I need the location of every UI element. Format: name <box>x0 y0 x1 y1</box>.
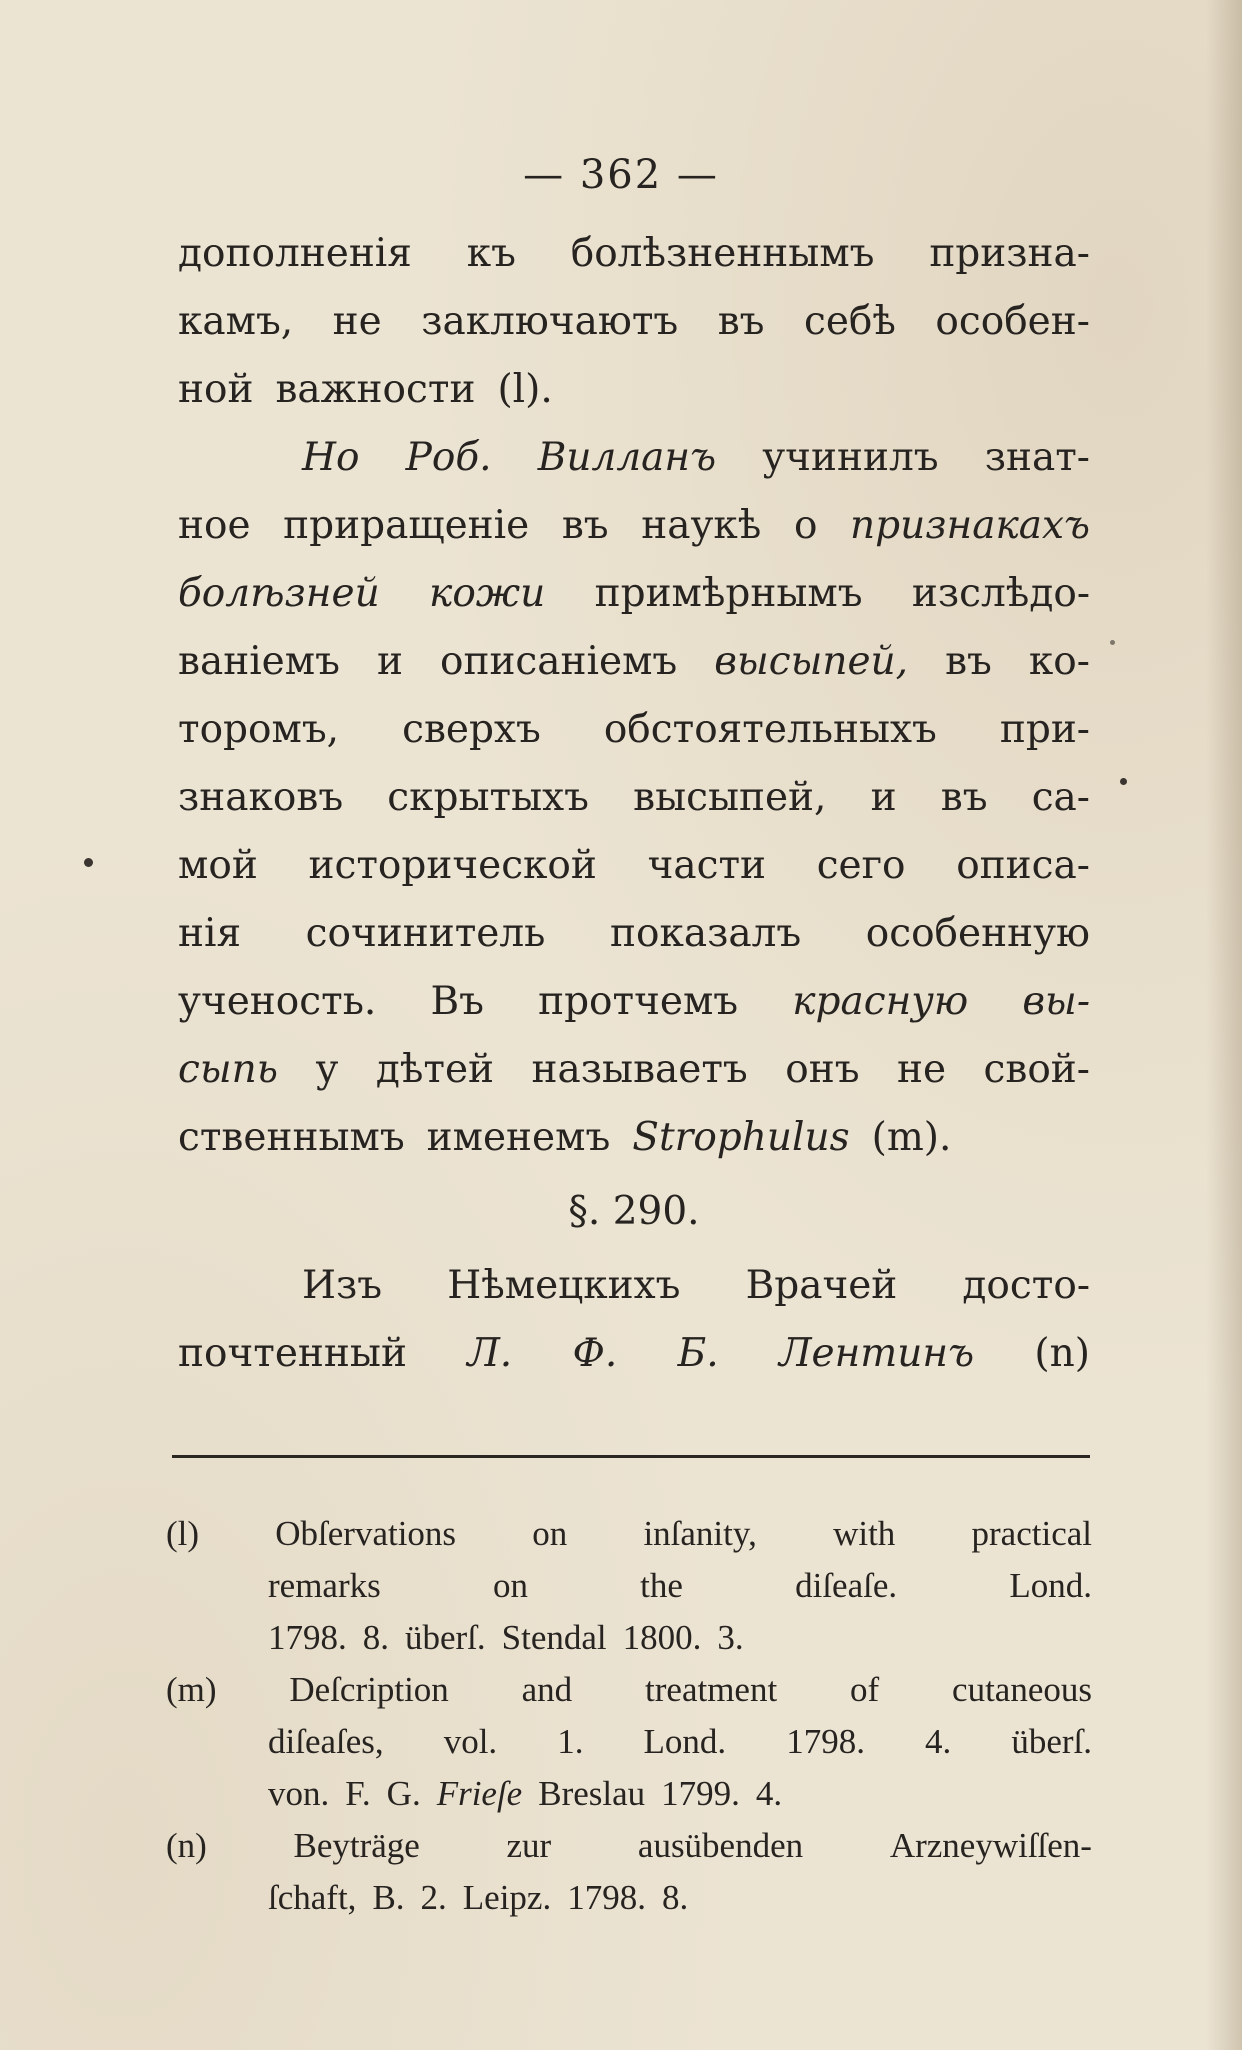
text-line <box>178 220 1090 288</box>
word: 2. <box>420 1878 447 1917</box>
word: не <box>896 1047 947 1092</box>
word: въ <box>945 639 992 684</box>
word: Нѣмецкихъ <box>447 1263 681 1308</box>
word: приращеніе <box>283 503 530 548</box>
word: Beyträge <box>293 1826 420 1865</box>
word: Въ <box>430 979 484 1024</box>
word: вы- <box>1022 979 1090 1024</box>
word: B. <box>372 1878 405 1917</box>
word: ausübenden <box>637 1826 804 1865</box>
word: Врачей <box>745 1263 898 1308</box>
word: Б. <box>677 1331 719 1376</box>
word: къ <box>466 231 516 276</box>
word: не <box>332 299 382 344</box>
text-line <box>178 968 1090 1036</box>
word: Breslau <box>538 1774 646 1813</box>
word: Lond. <box>643 1722 727 1761</box>
word: and <box>521 1670 573 1709</box>
footnote-ref-m: (m). <box>871 1115 952 1160</box>
word: онъ <box>785 1047 860 1092</box>
word: ной <box>178 367 254 412</box>
text-line <box>178 560 1090 628</box>
word: свой- <box>983 1047 1090 1092</box>
word: сверхъ <box>402 707 541 752</box>
footnote-line <box>166 1872 1092 1924</box>
word: on <box>492 1566 528 1605</box>
word: treatment <box>645 1670 778 1709</box>
word: with <box>833 1514 896 1553</box>
word: именемъ <box>426 1115 611 1160</box>
word: знат- <box>984 435 1090 480</box>
word: Frieſe <box>436 1774 523 1813</box>
text-line <box>178 492 1090 560</box>
word: ſchaft, <box>268 1878 357 1917</box>
text-line <box>178 1252 1090 1320</box>
word: въ <box>940 775 988 820</box>
text-line <box>178 832 1090 900</box>
word: 4. <box>755 1774 783 1813</box>
section-heading <box>178 1178 1090 1246</box>
word: са- <box>1031 775 1090 820</box>
word: въ <box>717 299 765 344</box>
word: 3. <box>717 1618 744 1657</box>
word: у <box>315 1047 339 1092</box>
word: высыпей, <box>714 639 909 684</box>
word: себѣ <box>803 299 896 344</box>
word: показалъ <box>609 911 802 956</box>
word: нія <box>178 911 242 956</box>
word: of <box>850 1670 880 1709</box>
word: 1798. <box>567 1878 646 1917</box>
footnote-marker: (m) <box>166 1670 217 1709</box>
word: ное <box>178 503 251 548</box>
word: Изъ <box>302 1263 383 1308</box>
word: Arzneywiſſen- <box>889 1826 1092 1865</box>
word: überſ. <box>405 1618 486 1657</box>
word: diſeaſes, <box>268 1722 384 1761</box>
page-edge-shadow <box>1206 0 1242 2050</box>
word: Лентинъ <box>778 1331 975 1376</box>
word: Stendal <box>501 1618 607 1657</box>
main-text <box>178 220 1090 1388</box>
word: и <box>376 639 403 684</box>
word: 1799. <box>661 1774 740 1813</box>
word: Deſcription <box>289 1670 449 1709</box>
footnote-ref-n: (n) <box>1034 1331 1090 1376</box>
footnote-line <box>166 1612 1092 1664</box>
word: 4. <box>925 1722 952 1761</box>
section-number: §. 290. <box>568 1189 700 1234</box>
word: примѣрнымъ <box>594 571 863 616</box>
word: дополненія <box>178 231 412 276</box>
text-line <box>178 900 1090 968</box>
text-line <box>178 424 1090 492</box>
footnote-line <box>166 1560 1092 1612</box>
word: описа- <box>956 843 1090 888</box>
word: Strophulus <box>632 1115 850 1160</box>
word: Ф. <box>572 1331 618 1376</box>
footnote-line <box>166 1820 1092 1872</box>
word: особен- <box>935 299 1090 344</box>
footnote-line <box>166 1768 1092 1820</box>
word: сочинитель <box>305 911 546 956</box>
footnote-marker: (n) <box>166 1826 207 1865</box>
word: въ <box>561 503 609 548</box>
word: the <box>640 1566 683 1605</box>
word: описаніемъ <box>439 639 678 684</box>
word: cutaneous <box>952 1670 1092 1709</box>
text-line <box>178 356 1090 424</box>
text-line <box>178 628 1090 696</box>
word: протчемъ <box>538 979 739 1024</box>
word: болѣзненнымъ <box>570 231 875 276</box>
word: болѣзней <box>178 571 380 616</box>
word: признакахъ <box>850 503 1090 548</box>
word: ваніемъ <box>178 639 340 684</box>
ink-spot <box>84 858 93 867</box>
footnote-line <box>166 1716 1092 1768</box>
word: Obſervations <box>275 1514 457 1553</box>
word: ко- <box>1028 639 1090 684</box>
word: ственнымъ <box>178 1115 405 1160</box>
word: изслѣдо- <box>911 571 1090 616</box>
word: мой <box>178 843 258 888</box>
footnote-ref-l: (l). <box>497 367 553 412</box>
word: diſeaſe. <box>795 1566 898 1605</box>
word: о <box>793 503 818 548</box>
word: Leipz. <box>462 1878 552 1917</box>
word: особенную <box>865 911 1090 956</box>
word: ученость. <box>178 979 377 1024</box>
word: торомъ, <box>178 707 340 752</box>
word: 8. <box>362 1618 389 1657</box>
word: призна- <box>929 231 1090 276</box>
footnotes <box>166 1508 1092 1924</box>
text-line <box>178 1104 1090 1172</box>
word: красную <box>792 979 969 1024</box>
word: remarks <box>268 1566 381 1605</box>
word: учинилъ <box>762 435 939 480</box>
word: inſanity, <box>643 1514 757 1553</box>
page-number-header: — 362 — <box>523 152 719 198</box>
footnote-marker: (l) <box>166 1514 200 1553</box>
word: G. <box>386 1774 421 1813</box>
ink-spot <box>1120 778 1127 785</box>
word: сыпь <box>178 1047 278 1092</box>
word: и <box>870 775 897 820</box>
word: при- <box>999 707 1090 752</box>
word: наукѣ <box>641 503 762 548</box>
word: 1. <box>557 1722 584 1761</box>
word: 8. <box>661 1878 689 1917</box>
word: 1800. <box>622 1618 702 1657</box>
text-line <box>178 1320 1090 1388</box>
word: почтенный <box>178 1331 407 1376</box>
text-line <box>178 288 1090 356</box>
word: дѣтей <box>375 1047 495 1092</box>
word: Л. <box>467 1331 513 1376</box>
word: части <box>647 843 767 888</box>
word: on <box>532 1514 568 1553</box>
footnote-divider <box>172 1455 1090 1458</box>
footnote-line <box>166 1664 1092 1716</box>
word: скрытыхъ <box>387 775 589 820</box>
word: заключаютъ <box>421 299 679 344</box>
word: кожи <box>429 571 546 616</box>
word: камъ, <box>178 299 294 344</box>
footnote-line <box>166 1508 1092 1560</box>
word: 1798. <box>786 1722 865 1761</box>
word: Lond. <box>1009 1566 1092 1605</box>
word: 1798. <box>268 1618 347 1657</box>
text-line <box>178 764 1090 832</box>
word: vol. <box>443 1722 498 1761</box>
word: F. <box>345 1774 371 1813</box>
word: называетъ <box>531 1047 748 1092</box>
word: Роб. <box>405 435 492 480</box>
word: высыпей, <box>633 775 827 820</box>
word: von. <box>268 1774 330 1813</box>
word: überſ. <box>1011 1722 1092 1761</box>
word: сего <box>816 843 906 888</box>
ink-spot <box>1110 640 1115 645</box>
text-line <box>178 696 1090 764</box>
word: обстоятельныхъ <box>603 707 937 752</box>
text-line <box>178 1036 1090 1104</box>
word: знаковъ <box>178 775 344 820</box>
word: важности <box>275 367 476 412</box>
word: Вилланъ <box>537 435 717 480</box>
word: исторической <box>308 843 597 888</box>
word: zur <box>506 1826 552 1865</box>
word: Но <box>302 435 360 480</box>
word: досто- <box>962 1263 1090 1308</box>
word: practical <box>971 1514 1092 1553</box>
